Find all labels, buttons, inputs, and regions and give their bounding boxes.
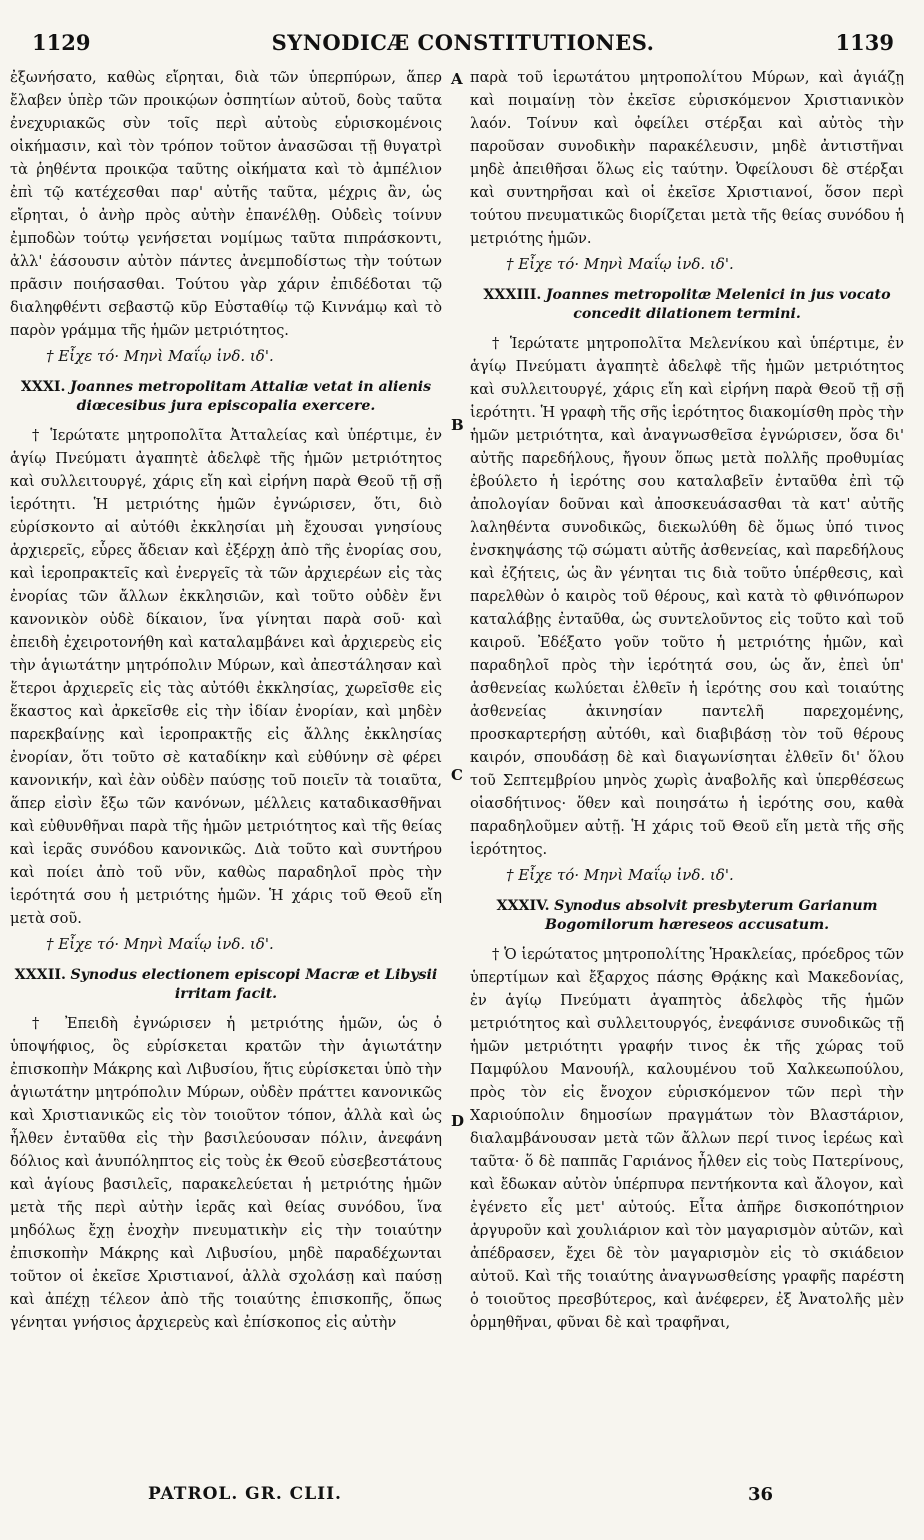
footer-signature: 36: [748, 1484, 774, 1505]
section-number: XXXIII.: [483, 287, 542, 303]
section-number: XXXIV.: [496, 898, 550, 914]
section-number: XXXI.: [20, 379, 66, 395]
dating-line: † Εἶχε τό· Μηνὶ Μαΐῳ ἰνδ. ιδ'.: [506, 255, 734, 273]
section-number: XXXII.: [14, 967, 66, 983]
section-heading: [470, 897, 904, 935]
margin-marker-c: C: [451, 766, 463, 784]
paragraph: † Ἱερώτατε μητροπολῖτα Μελενίκου καὶ ὑπέρτιμε, ἐν ἁγίῳ Πνεύματι ἀγαπητὲ ἀδελφὲ τῆς ἡμῶν μετριότητος καὶ συλλειτουργέ, χάρις εἴη καὶ εἰρήνη παρὰ Θεοῦ τῇ σῇ ἱερότητι. Ἡ γραφὴ τῆς σῆς ἱερότητος διακομίσθη πρὸς τὴν ἡμῶν μετριότητα, καὶ ἀναγνωσθεῖσα ἐγνώρισεν, ὅσα δι' αὐτῆς παρεδήλους, ἤγουν ὅπως μετὰ πολλῆς προθυμίας ἐβούλετο ἡ ἱερότης σου καταλαβεῖν ἐνταῦθα ἐπὶ τῷ ἀπολογίαν δοῦναι καὶ ἀποσκευάσασθαι τὰ κατ' αὐτῆς λαληθέντα συνοδικῶς, διεκωλύθη δὲ ὅμως ὑπό τινος ἐνσκηψάσης τῷ σώματι αὐτῆς ἀσθενείας, καὶ παρεδήλους καὶ ἐζήτεις, ὡς ἂν γένηται τις διὰ τοῦτο ὑπέρθεσις, καὶ παρελθὼν ὁ καιρὸς τοῦ θέρους, καὶ κατὰ τὸ φθινόπωρον καταλάβῃς ἐνταῦθα, ὡς συντελοῦντος εἰς τοῦτο καὶ τοῦ καιροῦ. Ἐδέξατο γοῦν τοῦτο ἡ μετριότης ἡμῶν, καὶ παραδηλοῖ πρὸς τὴν ἱερότητά σου, ὡς ἄν, ἐπεὶ ὑπ' ἀσθενείας κωλύεται ἐλθεῖν ἡ ἱερότης σου καὶ τοιαύτης ἀσθενείας ἀκινησίαν παντελῆ παρεχομένης, προσκαρτερήσῃ αὐτόθι, καὶ διαβιβάσῃ τὸν τοῦ θέρους καιρόν, σπουδάσῃ δὲ καὶ διαγωνίσηται ἐλθεῖν δι' ὅλου τοῦ Σεπτεμβρίου μηνὸς χωρὶς ἀναβολῆς καὶ ὑπερθέσεως οἱασδήτινος· ὅθεν καὶ ποιησάτω ἡ ἱερότης σου, καθὰ παραδηλοῦμεν αὐτῇ. Ἡ χάρις τοῦ Θεοῦ εἴη μετὰ τῆς σῆς ἱερότητος.: [470, 335, 904, 858]
section-title: Synodus electionem episcopi Macræ et Libysii irritam facit.: [70, 967, 438, 1002]
dating-line: † Εἶχε τό· Μηνὶ Μαΐῳ ἰνδ. ιδ'.: [46, 347, 274, 365]
dating-line: † Εἶχε τό· Μηνὶ Μαΐῳ ἰνδ. ιδ'.: [506, 866, 734, 884]
page-number-right: 1139: [835, 30, 894, 55]
paragraph: ἐξωνήσατο, καθὼς εἴρηται, διὰ τῶν ὑπερπύρων, ἅπερ ἔλαβεν ὑπὲρ τῶν προικῴων ὀσπητίων αὐτοῦ, δοὺς ταῦτα ἐνεχυριακῶς σὺν τοῖς περὶ αὐτοὺς εὑρισκομένοις οἰκήμασιν, καὶ τὸν τρόπον τοῦτον ἀνασῶσαι τῇ θυγατρὶ τὰ ῥηθέντα προικῷα ταῦτης οἰκήματα καὶ τὸ ἀμπέλιον ἐπὶ τῷ κατέχεσθαι παρ' αὐτῆς ταῦτα, μέχρις ἂν, ὡς εἴρηται, ὁ ἀνὴρ πρὸς αὐτὴν ἐπανέλθῃ. Οὐδεὶς τοίνυν ἐμποδὼν τούτῳ γενήσεται νομίμως ταῦτα πιπράσκοντι, ἀλλ' ἐάσουσιν αὐτὸν πάντες ἀνεμποδίστως τὴν τούτων πρᾶσιν ποιήσασθαι. Τούτου γὰρ χάριν ἐπιδέδοται τῷ διαληφθέντι σεβαστῷ κῦρ Εὐσταθίῳ τῷ Κιννάμῳ καὶ τὸ παρὸν γράμμα τῆς ἡμῶν μετριότητος.: [10, 69, 442, 339]
paragraph: † Ὁ ἱερώτατος μητροπολίτης Ἡρακλείας, πρόεδρος τῶν ὑπερτίμων καὶ ἔξαρχος πάσης Θρᾴκης καὶ Μακεδονίας, ἐν ἁγίῳ Πνεύματι ἀγαπητὸς ἀδελφὸς τῆς ἡμῶν μετριότητος καὶ συλλειτουργός, ἐνεφάνισε συνοδικῶς τῇ ἡμῶν μετριότητι γραφήν τινος ἐκ τῆς χώρας τοῦ Παμφύλου Μανουήλ, καλουμένου τοῦ Χαλκεωπούλου, πρὸς τὸν εἰς ἔνοχον εὑρισκόμενον τῶν περὶ τὴν Χαριούπολιν δημοσίων πραγμάτων τὸν Βλαστάριον, διαλαμβάνουσαν μετὰ τῶν ἄλλων περί τινος ἱερέως καὶ ταῦτα· ὅ δὲ παππᾶς Γαριάνος ἦλθεν εἰς τοὺς Πατερίνους, καὶ ἔδωκαν αὐτὸν ὑπέρπυρα πεντήκοντα καὶ ἄλογον, καὶ ἐγένετο εἷς μετ' αὐτούς. Εἶτα ἀπῆρε δισκοπότηριον ἀργυροῦν καὶ χουλιάριον καὶ τὸν μαγαρισμὸν αὐτῶν, καὶ ἀπέδρασεν, ἔχει δὲ τὸν μαγαρισμὸν εἰς τὸ σκιάδειον αὐτοῦ. Καὶ τῆς τοιαύτης ἀναγνωσθείσης γραφῆς παρέστη ὁ τοιοῦτος πρεσβύτερος, καὶ ἀνέφερεν, ἐξ Ἀνατολῆς μὲν ὁρμηθῆναι, φῦναι δὲ καὶ τραφῆναι,: [470, 946, 904, 1331]
right-column: [470, 66, 904, 1334]
section-title: Synodus absolvit presbyterum Garianum Bogomilorum hæreseos accusatum.: [544, 898, 878, 933]
dating-line: † Εἶχε τό· Μηνὶ Μαΐῳ ἰνδ. ιδ'.: [46, 935, 274, 953]
paragraph: παρὰ τοῦ ἱερωτάτου μητροπολίτου Μύρων, καὶ ἁγιάζῃ καὶ ποιμαίνῃ τὸν ἐκεῖσε εὑρισκόμενον Χριστιανικὸν λαόν. Τοίνυν καὶ ὀφείλει στέρξαι καὶ αὐτὸς τὴν παροῦσαν συνοδικὴν παρακέλευσιν, μηδὲ ἀντιστῆναι μηδὲ ἀπειθῆσαι ὅλως εἰς ταύτην. Ὀφείλουσι δὲ στέρξαι καὶ συντηρῆσαι καὶ οἱ ἐκεῖσε Χριστιανοί, ὅσον περὶ τούτου πνευματικῶς διορίζεται μετὰ τῆς θείας συνόδου ἡ μετριότης ἡμῶν.: [470, 69, 904, 247]
section-title: Joannes metropolitam Attaliæ vetat in alienis diœcesibus jura episcopalia exercere.: [69, 379, 432, 414]
running-header: [32, 30, 894, 60]
section-heading: [10, 378, 442, 416]
paragraph: † Ἱερώτατε μητροπολῖτα Ἀτταλείας καὶ ὑπέρτιμε, ἐν ἁγίῳ Πνεύματι ἀγαπητὲ ἀδελφὲ τῆς ἡμῶν μετριότητος καὶ συλλειτουργέ, χάρις εἴη καὶ εἰρήνη παρὰ Θεοῦ τῇ σῇ ἱερότητι. Ἡ μετριότης ἡμῶν ἐγνώρισεν, ὅτι, διὸ εὑρίσκοντο αἱ αὐτόθι ἐκκλησίαι μὴ ἔχουσαι γνησίους ἀρχιερεῖς, εὗρες ἄδειαν καὶ ἐξέρχῃ ἀπὸ τῆς ἐνορίας σου, καὶ ἱεροπρακτεῖς καὶ ἐνεργεῖς τὰ τῶν ἀρχιερέων εἰς τὰς ἐνορίας τῶν ἄλλων ἐκκλησιῶν, καὶ τοῦτο οὐδὲν ἔνι κανονικὸν οὐδὲ δίκαιον, ἵνα γίνηται παρὰ σοῦ· καὶ ἐπειδὴ ἐχειροτονήθη καὶ καταλαμβάνει καὶ ἀρχιερεὺς εἰς τὴν ἁγιωτάτην μητρόπολιν Μύρων, καὶ ἀπεστάλησαν καὶ ἕτεροι ἀρχιερεῖς εἰς τὰς αὐτόθι ἐκκλησίας, χωρεῖσθε εἰς ἕκαστος καὶ ἀρκεῖσθε εἰς τὴν ἰδίαν ἐνορίαν, καὶ μηδὲν παρεκβαίνῃς καὶ ἱεροπρακτῇς εἰς ἄλλης ἐκκλησίας ἐνορίαν, ὅτι τοῦτο σὲ καταδίκην καὶ εὐθύνην σὲ φέρει κανονικήν, καὶ ἐὰν οὐδὲν παύσῃς τοῦ ποιεῖν τὰ τοιαῦτα, ἅπερ εἰσὶν ἔξω τῶν κανόνων, μέλλεις καταδικασθῆναι καὶ εὐθυνθῆναι παρὰ τῆς ἡμῶν μετριότητος καὶ τῆς θείας καὶ ἱερᾶς συνόδου κανονικῶς. Διὰ τοῦτο καὶ συντήρου καὶ ποίει ἀπὸ τοῦ νῦν, καθὼς παραδηλοῖ πρὸς τὴν ἱερότητά σου ἡ μετριότης ἡμῶν. Ἡ χάρις τοῦ Θεοῦ εἴη μετὰ σοῦ.: [10, 427, 442, 927]
margin-marker-b: B: [451, 416, 464, 434]
footer-series: PATROL. GR. CLII.: [148, 1484, 342, 1504]
paragraph: † Ἐπειδὴ ἐγνώρισεν ἡ μετριότης ἡμῶν, ὡς ὁ ὑποψήφιος, ὃς εὑρίσκεται κρατῶν τὴν ἁγιωτάτην ἐπισκοπὴν Μάκρης καὶ Λιβυσίου, ἥτις εὑρίσκεται ὑπὸ τὴν ἁγιωτάτην μητρόπολιν Μύρων, οὐδὲν πράττει κανονικῶς καὶ Χριστιανικῶς εἰς τὸν τοιοῦτον τόπον, ἀλλὰ καὶ ὡς ἦλθεν ἐνταῦθα εἰς τὴν βασιλεύουσαν πόλιν, ἀνεφάνη δόλιος καὶ ἀνυπόληπτος εἰς τοὺς ἐκ Θεοῦ εὐσεβεστάτους καὶ ἁγίους βασιλεῖς, παρακελεύεται ἡ μετριότης ἡμῶν μετὰ τῆς περὶ αὐτὴν ἱερᾶς καὶ θείας συνόδου, ἵνα μηδόλως ἔχῃ ἐνοχὴν πνευματικὴν εἰς τὴν τοιαύτην ἐπισκοπὴν Μάκρης καὶ Λιβυσίου, μηδὲ παραδέχωνται τοῦτον οἱ ἐκεῖσε Χριστιανοί, ἀλλὰ σχολάσῃ καὶ παύσῃ καὶ ἀπέχῃ τέλεον ἀπὸ τῆς τοιαύτης ἐπισκοπῆς, ὅπως γένηται γνήσιος ἀρχιερεὺς καὶ ἐπίσκοπος εἰς αὐτὴν: [10, 1015, 442, 1331]
section-title: Joannes metropolitæ Melenici in jus vocato concedit dilationem termini.: [545, 287, 891, 322]
margin-marker-d: D: [451, 1112, 465, 1130]
section-heading: [470, 286, 904, 324]
running-title: SYNODICÆ CONSTITUTIONES.: [271, 30, 655, 55]
page-number-left: 1129: [32, 30, 91, 55]
margin-marker-a: A: [451, 70, 463, 88]
section-heading: [10, 966, 442, 1004]
left-column: [10, 66, 442, 1334]
